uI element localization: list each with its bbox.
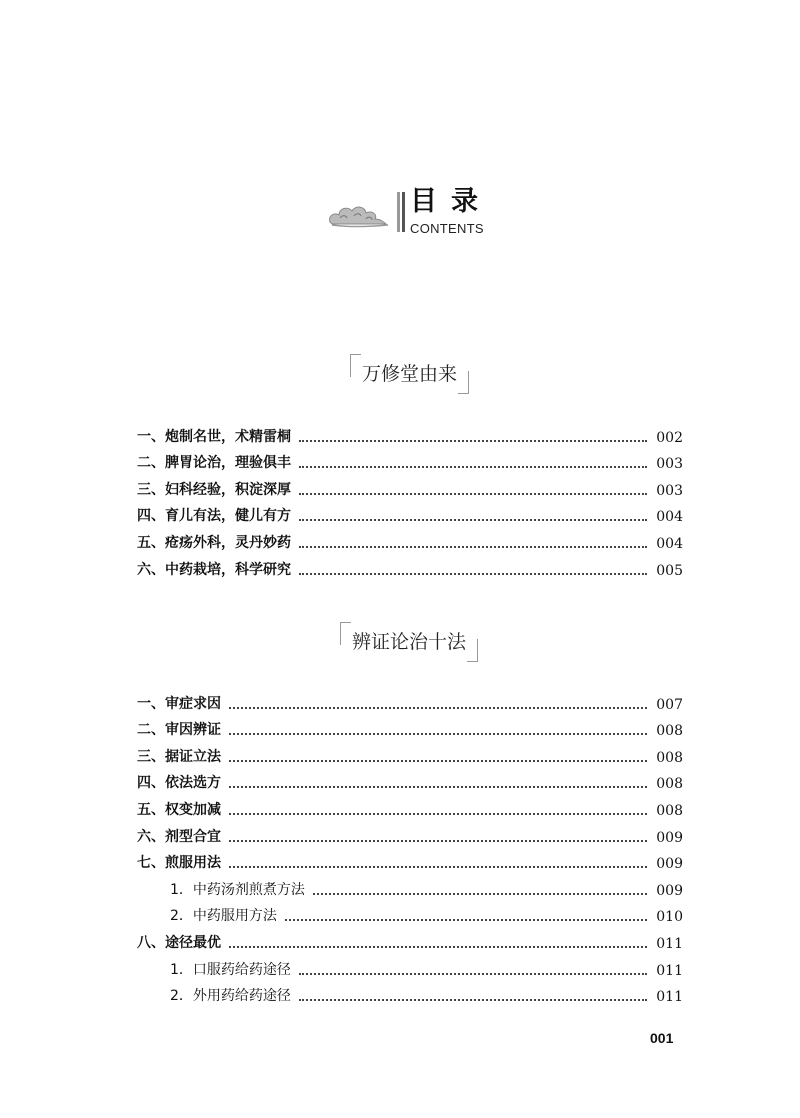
leader-dots — [229, 946, 647, 948]
toc-entry[interactable] — [137, 713, 683, 740]
header-bar-dark — [402, 192, 405, 232]
toc-entry[interactable] — [137, 792, 683, 819]
leader-dots — [229, 813, 647, 815]
toc-entry-label: 三、据证立法 — [137, 748, 221, 765]
leader-dots — [299, 493, 647, 495]
leader-dots — [229, 707, 647, 709]
toc-entry-label: 1．中药汤剂煎煮方法 — [170, 881, 305, 898]
page-title: 目录 — [410, 186, 492, 217]
toc-entry-page: 010 — [656, 909, 683, 926]
page-number: 001 — [650, 1030, 674, 1046]
toc-entry-page: 004 — [656, 535, 683, 552]
leader-dots — [229, 866, 647, 868]
toc-entry-page: 011 — [656, 962, 683, 979]
toc-entry[interactable] — [137, 819, 683, 846]
toc-entry-label: 六、中药栽培，科学研究 — [137, 561, 291, 578]
toc-entry[interactable] — [137, 739, 683, 766]
toc-entry-page: 003 — [656, 482, 683, 499]
leader-dots — [229, 786, 647, 788]
leader-dots — [299, 440, 647, 442]
toc-entry-label: 五、权变加减 — [137, 801, 221, 818]
toc-entry-page: 005 — [656, 562, 683, 579]
toc-entry-label: 五、疮疡外科，灵丹妙药 — [137, 534, 291, 551]
toc-entry-page: 011 — [656, 989, 683, 1006]
page-subtitle: CONTENTS — [410, 221, 484, 236]
toc-entry-label: 1．口服药给药途径 — [170, 961, 291, 978]
toc-entry-page: 008 — [656, 749, 683, 766]
leader-dots — [299, 466, 647, 468]
toc-list — [137, 686, 683, 1005]
leader-dots — [229, 760, 647, 762]
toc-subentry[interactable] — [137, 952, 683, 979]
toc-entry-page: 002 — [656, 429, 683, 446]
toc-entry[interactable] — [137, 499, 683, 526]
auspicious-cloud-icon — [326, 200, 390, 230]
leader-dots — [313, 893, 647, 895]
toc-entry-page: 009 — [656, 856, 683, 873]
toc-entry[interactable] — [137, 446, 683, 473]
toc-entry[interactable] — [137, 472, 683, 499]
leader-dots — [299, 973, 647, 975]
toc-entry-label: 四、育儿有法，健儿有方 — [137, 508, 291, 525]
toc-entry-page: 011 — [656, 935, 683, 952]
contents-header — [326, 186, 526, 246]
toc-entry-label: 二、审因辨证 — [137, 722, 221, 739]
leader-dots — [299, 573, 647, 575]
toc-entry[interactable] — [137, 419, 683, 446]
toc-entry-page: 009 — [656, 829, 683, 846]
leader-dots — [299, 519, 647, 521]
toc-list — [137, 419, 683, 579]
toc-entry[interactable] — [137, 925, 683, 952]
toc-entry-label: 一、审症求因 — [137, 695, 221, 712]
section-title-box — [350, 354, 469, 394]
section-title: 辨证论治十法 — [352, 631, 467, 653]
leader-dots — [299, 546, 647, 548]
toc-entry-page: 007 — [656, 696, 683, 713]
toc-subentry[interactable] — [137, 872, 683, 899]
toc-entry-label: 二、脾胃论治，理验俱丰 — [137, 455, 291, 472]
toc-entry[interactable] — [137, 552, 683, 579]
toc-entry-label: 四、依法选方 — [137, 775, 221, 792]
toc-entry[interactable] — [137, 846, 683, 873]
toc-entry[interactable] — [137, 686, 683, 713]
toc-entry-label: 八、途径最优 — [137, 934, 221, 951]
toc-subentry[interactable] — [137, 899, 683, 926]
toc-entry-page: 004 — [656, 509, 683, 526]
leader-dots — [285, 919, 647, 921]
toc-entry-label: 三、妇科经验，积淀深厚 — [137, 481, 291, 498]
toc-entry[interactable] — [137, 525, 683, 552]
section-title-box — [340, 622, 478, 662]
leader-dots — [299, 999, 647, 1001]
toc-entry-page: 008 — [656, 723, 683, 740]
toc-subentry[interactable] — [137, 979, 683, 1006]
header-bar-light — [397, 192, 400, 232]
leader-dots — [229, 733, 647, 735]
toc-entry-page: 008 — [656, 776, 683, 793]
section-title: 万修堂由来 — [362, 363, 458, 385]
toc-entry-label: 一、炮制名世，术精雷桐 — [137, 428, 291, 445]
toc-entry-label: 七、煎服用法 — [137, 855, 221, 872]
leader-dots — [229, 840, 647, 842]
toc-entry[interactable] — [137, 766, 683, 793]
toc-entry-label: 2．中药服用方法 — [170, 908, 277, 925]
toc-entry-label: 六、剂型合宜 — [137, 828, 221, 845]
toc-entry-page: 009 — [656, 882, 683, 899]
toc-entry-page: 003 — [656, 456, 683, 473]
toc-entry-label: 2．外用药给药途径 — [170, 988, 291, 1005]
toc-entry-page: 008 — [656, 802, 683, 819]
